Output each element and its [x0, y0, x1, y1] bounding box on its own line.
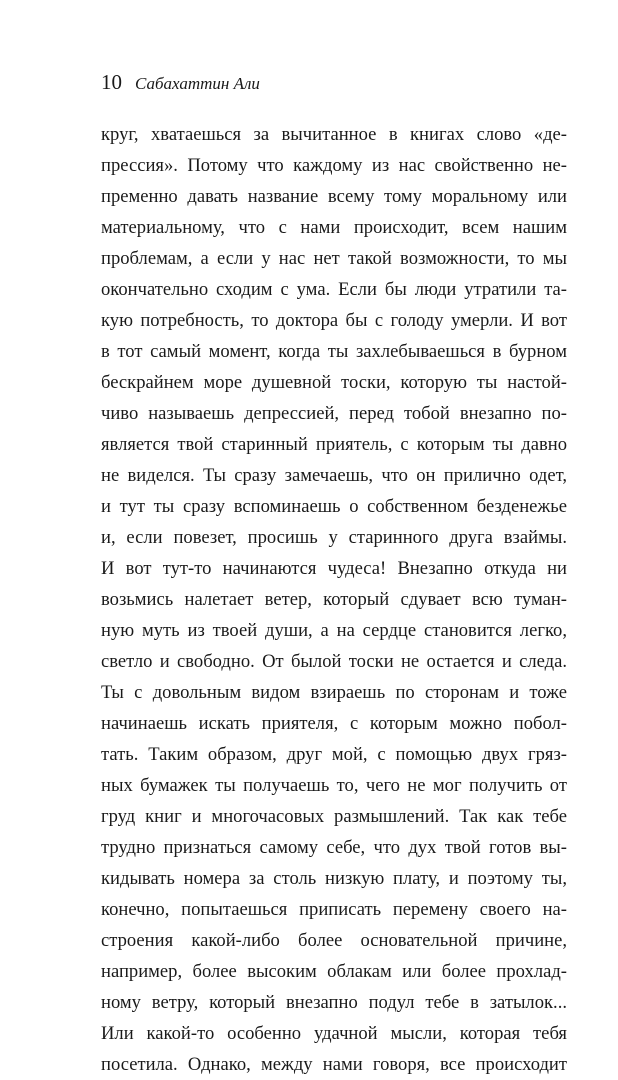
text-line: груд книг и многочасовых размышлений. Так как тебе — [101, 806, 567, 827]
page-number: 10 — [101, 70, 122, 94]
text-line: начинаешь искать приятеля, с которым можно побол- — [101, 713, 567, 734]
text-line: проблемам, а если у нас нет такой возможности, то мы — [101, 248, 567, 269]
running-head — [101, 67, 260, 97]
text-line: чиво называешь депрессией, перед тобой внезапно по- — [101, 403, 567, 424]
text-line: Ты с довольным видом взираешь по сторонам и тоже — [101, 682, 567, 703]
text-line: конечно, попытаешься приписать перемену своего на- — [101, 899, 567, 920]
text-line: тать. Таким образом, друг мой, с помощью двух гряз- — [101, 744, 567, 765]
text-line: прессия». Потому что каждому из нас свойственно не- — [101, 155, 567, 176]
text-line: и тут ты сразу вспоминаешь о собственном безденежье — [101, 496, 567, 517]
text-line: окончательно сходим с ума. Если бы люди утратили та- — [101, 279, 567, 300]
text-line: Или какой-то особенно удачной мысли, которая тебя — [101, 1023, 567, 1044]
text-line: является твой старинный приятель, с которым ты давно — [101, 434, 567, 455]
text-line: возьмись налетает ветер, который сдувает всю туман- — [101, 589, 567, 610]
text-line: не виделся. Ты сразу замечаешь, что он прилично одет, — [101, 465, 567, 486]
text-line: и, если повезет, просишь у старинного друга взаймы. — [101, 527, 567, 548]
text-line: ному ветру, который внезапно подул тебе в затылок... — [101, 992, 567, 1013]
text-line: бескрайнем море душевной тоски, которую ты настой- — [101, 372, 567, 393]
text-line: круг, хватаешься за вычитанное в книгах слово «де- — [101, 124, 567, 145]
text-line: ную муть из твоей души, а на сердце становится легко, — [101, 620, 567, 641]
text-line: кую потребность, то доктора бы с голоду умерли. И вот — [101, 310, 567, 331]
text-line: посетила. Однако, между нами говоря, все происходит — [101, 1054, 567, 1075]
text-line: светло и свободно. От былой тоски не остается и следа. — [101, 651, 567, 672]
text-line: пременно давать название всему тому моральному или — [101, 186, 567, 207]
text-line: трудно признаться самому себе, что дух твой готов вы- — [101, 837, 567, 858]
text-line: ных бумажек ты получаешь то, чего не мог получить от — [101, 775, 567, 796]
text-line: строения какой-либо более основательной причине, — [101, 930, 567, 951]
text-line: материальному, что с нами происходит, всем нашим — [101, 217, 567, 238]
running-title: Сабахаттин Али — [135, 74, 260, 93]
text-line: кидывать номера за столь низкую плату, и поэтому ты, — [101, 868, 567, 889]
text-line: И вот тут-то начинаются чудеса! Внезапно откуда ни — [101, 558, 567, 579]
text-line: в тот самый момент, когда ты захлебываешься в бурном — [101, 341, 567, 362]
body-text — [101, 119, 567, 1080]
text-line: например, более высоким облакам или более прохлад- — [101, 961, 567, 982]
